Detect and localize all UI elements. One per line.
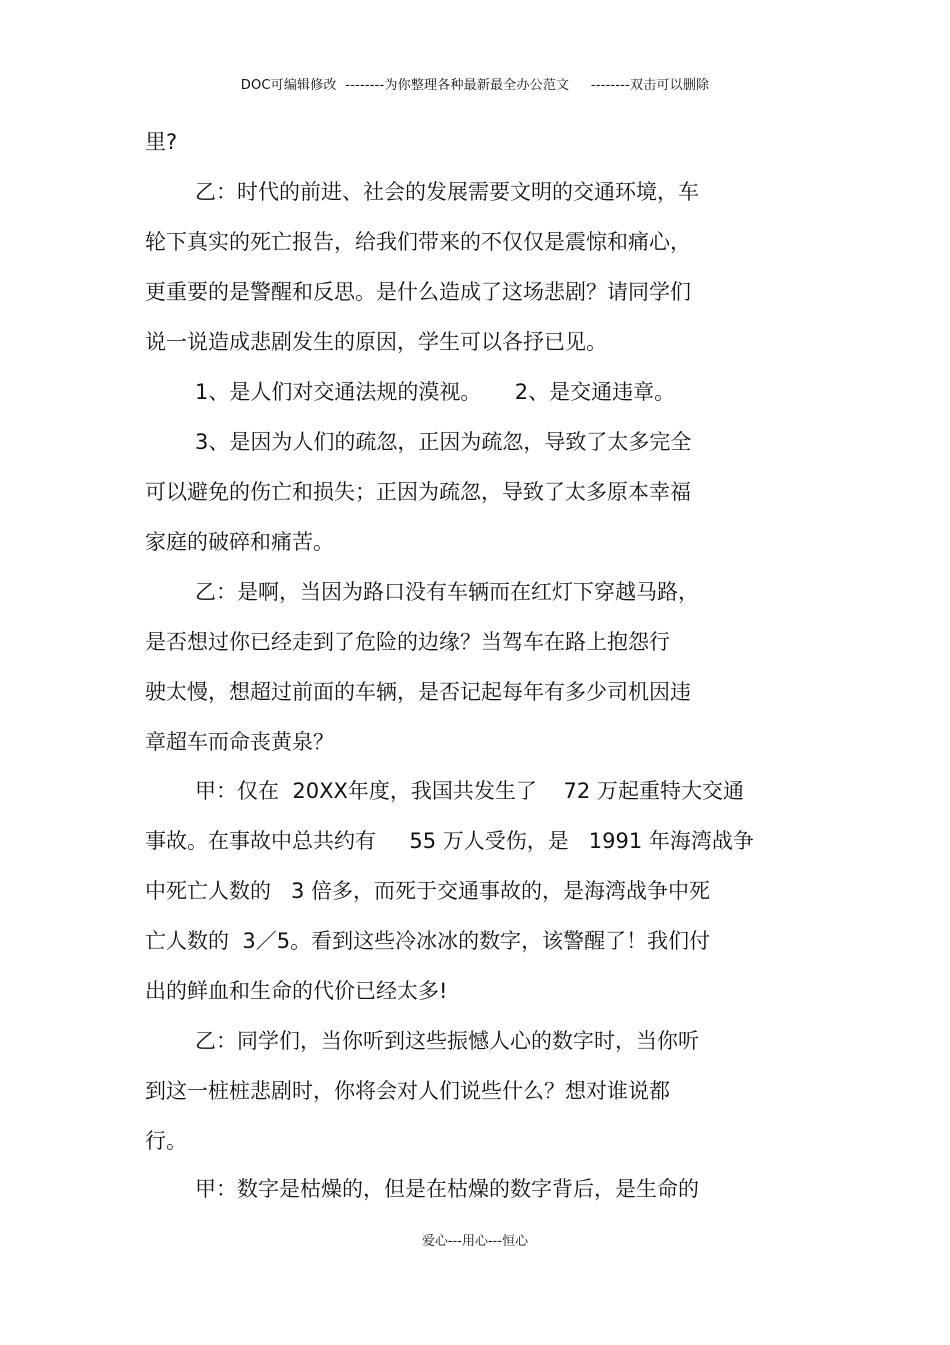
- text-line: 亡人数的 3／5。看到这些冷冰冰的数字，该警醒了！我们付: [145, 929, 711, 953]
- text-line: 更重要的是警醒和反思。是什么造成了这场悲剧？请同学们: [145, 280, 691, 304]
- text-line: 里?: [145, 130, 178, 154]
- text-line: 可以避免的伤亡和损失；正因为疏忽，导致了太多原本幸福: [145, 480, 691, 504]
- text-line: 是否想过你已经走到了危险的边缘？当驾车在路上抱怨行: [145, 630, 670, 654]
- text-line: 乙：时代的前进、社会的发展需要文明的交通环境，车: [195, 180, 699, 204]
- text-line: 甲：仅在 20XX年度，我国共发生了 72 万起重特大交通: [195, 779, 744, 803]
- text-line: 轮下真实的死亡报告，给我们带来的不仅仅是震惊和痛心，: [145, 230, 691, 254]
- text-line: 甲：数字是枯燥的，但是在枯燥的数字背后，是生命的: [195, 1177, 699, 1201]
- text-line: 中死亡人数的 3 倍多，而死于交通事故的，是海湾战争中死: [145, 879, 711, 903]
- text-line: 乙：是啊，当因为路口没有车辆而在红灯下穿越马路，: [195, 580, 699, 604]
- text-line: 行。: [145, 1129, 187, 1153]
- text-line: 说一说造成悲剧发生的原因，学生可以各抒已见。: [145, 330, 607, 354]
- text-line: 章超车而命丧黄泉？: [145, 730, 334, 754]
- text-line: 出的鲜血和生命的代价已经太多!: [145, 979, 448, 1003]
- page-header: DOC可编辑修改 --------为你整理各种最新最全办公范文 --------双击可以删除: [240, 78, 710, 93]
- text-line: 1、是人们对交通法规的漠视。 2、是交通违章。: [195, 380, 676, 404]
- text-line: 驶太慢，想超过前面的车辆，是否记起每年有多少司机因违: [145, 680, 691, 704]
- text-line: 3、是因为人们的疏忽，正因为疏忽，导致了太多完全: [195, 430, 692, 454]
- text-line: 事故。在事故中总共约有 55 万人受伤，是 1991 年海湾战争: [145, 829, 754, 853]
- text-line: 家庭的破碎和痛苦。: [145, 530, 334, 554]
- text-line: 到这一桩桩悲剧时，你将会对人们说些什么？想对谁说都: [145, 1079, 670, 1103]
- page-footer: 爱心---用心---恒心: [421, 1234, 529, 1249]
- text-line: 乙：同学们，当你听到这些振憾人心的数字时，当你听: [195, 1029, 699, 1053]
